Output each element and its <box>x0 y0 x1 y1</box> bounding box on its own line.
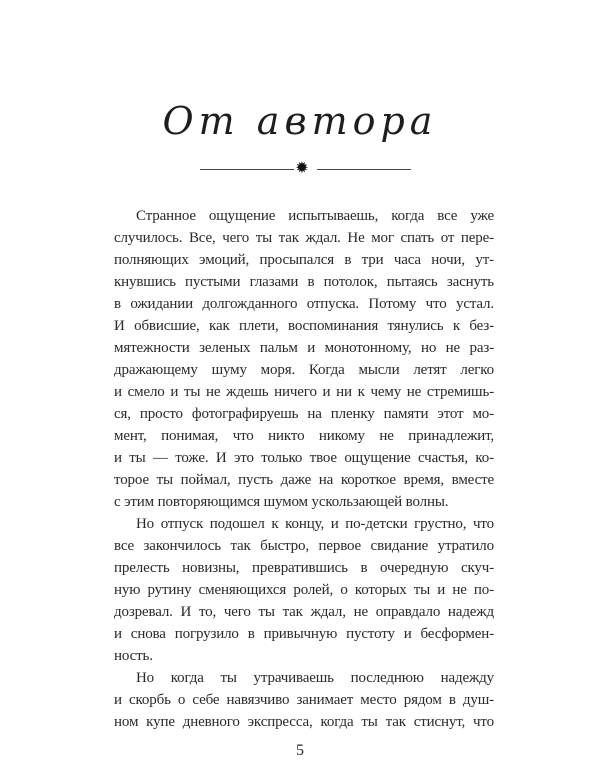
text-line: ном купе дневного экспресса, когда ты так стиснут, что <box>114 714 494 730</box>
text-line: И обвисшие, как плети, воспоминания тянулись к без- <box>114 318 494 334</box>
text-line: Но когда ты утрачиваешь последнюю надежду <box>136 670 494 686</box>
text-line: Но отпуск подошел к концу, и по-детски грустно, что <box>136 516 494 532</box>
text-line: и снова погрузило в привычную пустоту и бесформен- <box>114 626 494 642</box>
paragraph <box>114 205 494 513</box>
text-line: и ты — тоже. И это только твое ощущение счастья, ко- <box>114 450 494 466</box>
text-line: Странное ощущение испытываешь, когда все уже <box>136 208 494 224</box>
text-line: мент, понимая, что никто никому не принадлежит, <box>114 428 494 444</box>
text-line: ную рутину сменяющихся ролей, о которых ты и не по- <box>114 582 494 598</box>
text-line: дражающему шуму моря. Когда мысли летят легко <box>114 362 494 378</box>
text-line: и смело и ты не ждешь ничего и ни к чему не стремишь- <box>114 384 494 400</box>
ornament-rule-left <box>200 169 294 170</box>
text-line: прелесть новизны, превратившись в очередную скуч- <box>114 560 494 576</box>
chapter-title: От автора <box>162 99 438 143</box>
text-line: мятежности зеленых пальм и монотонному, но не раз- <box>114 340 494 356</box>
flower-ornament-icon: ✹ <box>295 160 309 177</box>
text-line: ность. <box>114 648 153 664</box>
text-line: дозревал. И то, чего ты так ждал, не оправдало надежд <box>114 604 494 620</box>
text-line: с этим повторяющимся шумом ускользающей волны. <box>114 494 449 510</box>
page-number: 5 <box>296 742 304 759</box>
text-line: кнувшись пустыми глазами в потолок, пытаясь заснуть <box>114 274 494 290</box>
text-line: и скорбь о себе навязчиво занимает место рядом в душ- <box>114 692 494 708</box>
text-line: ся, просто фотографируешь на пленку памяти этот мо- <box>114 406 494 422</box>
paragraph <box>114 513 494 667</box>
body-text <box>114 205 494 733</box>
text-line: в ожидании долгожданного отпуска. Потому что устал. <box>114 296 494 312</box>
text-line: полняющих эмоций, просыпался в три часа ночи, ут- <box>114 252 494 268</box>
paragraph <box>114 667 494 733</box>
text-line: все закончилось так быстро, первое свидание утратило <box>114 538 494 554</box>
ornament-rule-right <box>317 169 411 170</box>
text-line: случилось. Все, чего ты так ждал. Не мог спать от пере- <box>114 230 494 246</box>
text-line: торое ты поймал, пусть даже на короткое время, вместе <box>114 472 494 488</box>
